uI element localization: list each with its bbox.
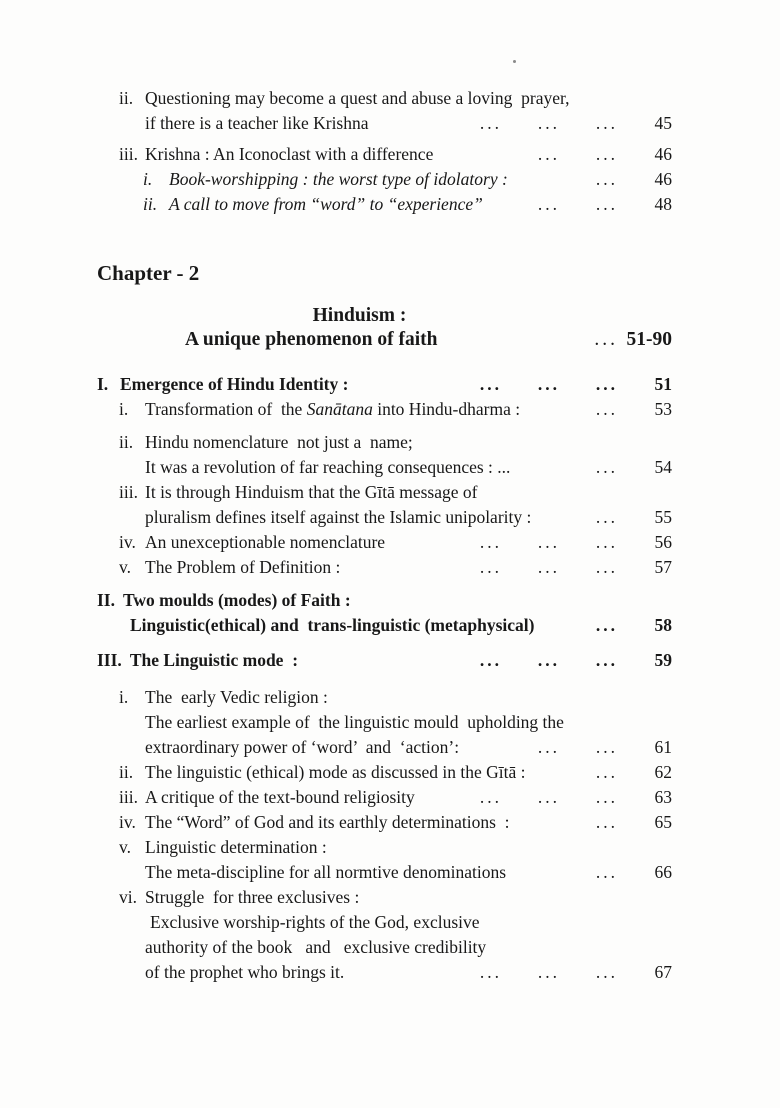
entry-text: A critique of the text-bound religiosity (145, 787, 415, 807)
entry-number: ii. (143, 194, 158, 214)
dot-leader (508, 167, 622, 192)
dot-leader-group: ... (537, 194, 560, 214)
entry-number: v. (119, 557, 131, 577)
entry-text: It is through Hinduism that the Gītā message of (145, 482, 478, 502)
dot-leader-group: ... (537, 650, 560, 670)
dot-leader (369, 111, 622, 136)
entry-number: i. (143, 169, 153, 189)
dot-leader-group: ... (479, 557, 502, 577)
entry-text: pluralism defines itself against the Islamic unipolarity : (145, 507, 532, 527)
entry-text: Linguistic determination : (145, 837, 327, 857)
toc-entry (97, 397, 672, 422)
dot-leader-group: ... (595, 399, 618, 419)
entry-text-italic: Sanātana (306, 399, 373, 419)
entry-text-part: into Hindu-dharma : (372, 399, 521, 419)
toc-entry (97, 480, 672, 505)
toc-entry (97, 685, 672, 710)
toc-section (97, 588, 672, 613)
dot-leader-group: ... (595, 787, 618, 807)
entry-number: II. (97, 590, 115, 610)
dot-leader (526, 760, 622, 785)
dot-leader-group: ... (595, 169, 618, 189)
entry-text: Two moulds (modes) of Faith : (123, 590, 351, 610)
entry-text: authority of the book and exclusive credibility (145, 937, 487, 957)
chapter-page-range: 51-90 (626, 329, 672, 350)
dot-leader-group: ... (595, 812, 618, 832)
toc-entry-continuation (97, 860, 672, 885)
entry-text: The meta-discipline for all normtive denominations (145, 862, 507, 882)
entry-number: ii. (119, 432, 134, 452)
dot-leader-group: ... (595, 650, 618, 670)
entry-text: The Linguistic mode : (129, 650, 299, 670)
entry-text: Emergence of Hindu Identity : (120, 374, 349, 394)
dot-leader-group: ... (595, 113, 618, 133)
entry-text: extraordinary power of ‘word’ and ‘action’: (145, 737, 460, 757)
dot-leader-group: ... (537, 962, 560, 982)
toc-entry-continuation (97, 613, 672, 638)
dot-leader-group: ... (479, 650, 502, 670)
entry-number: v. (119, 837, 131, 857)
dot-leader (437, 328, 622, 352)
dot-leader (415, 785, 622, 810)
dot-leader-group: ... (479, 113, 502, 133)
entry-text: Questioning may become a quest and abuse a loving prayer, (145, 88, 570, 108)
toc-subentry (97, 167, 672, 192)
entry-number: i. (119, 399, 129, 419)
dot-leader-group: ... (595, 557, 618, 577)
entry-text: The Problem of Definition : (145, 557, 341, 577)
dot-leader-group: ... (479, 787, 502, 807)
dot-leader-group: ... (537, 787, 560, 807)
dot-leader-group: ... (595, 457, 618, 477)
dot-leader-group: ... (595, 737, 618, 757)
dot-leader-group: ... (595, 507, 618, 527)
dot-leader (510, 810, 622, 835)
dot-leader (506, 860, 622, 885)
entry-text: Exclusive worship-rights of the God, exclusive (150, 912, 480, 932)
dot-leader (433, 142, 622, 167)
toc-entry-continuation (97, 455, 672, 480)
toc-entry (97, 142, 672, 167)
page-number: 54 (654, 457, 672, 477)
entry-number: iii. (119, 144, 138, 164)
entry-text: A call to move from “word” to “experience” (169, 194, 483, 214)
dot-leader-group: ... (595, 762, 618, 782)
dot-leader (348, 372, 622, 397)
dot-leader-group: ... (537, 737, 560, 757)
page-number: 66 (654, 862, 672, 882)
toc-entry (97, 760, 672, 785)
entry-text: Book-worshipping : the worst type of idolatory : (169, 169, 508, 189)
entry-text: Krishna : An Iconoclast with a difference (145, 144, 434, 164)
entry-text: Hindu nomenclature not just a name; (145, 432, 413, 452)
toc-entry (97, 530, 672, 555)
page-number: 65 (654, 812, 672, 832)
toc-entry (97, 555, 672, 580)
entry-text: if there is a teacher like Krishna (145, 113, 369, 133)
toc-entry-continuation (97, 710, 672, 735)
toc-entry (97, 835, 672, 860)
entry-text (145, 397, 520, 422)
dot-leader-group: ... (595, 374, 618, 394)
page-number: 62 (654, 762, 672, 782)
dot-leader-group: ... (595, 144, 618, 164)
entry-number: ii. (119, 88, 134, 108)
page-number: 56 (654, 532, 672, 552)
chapter-title: Chapter - 2 (97, 261, 200, 285)
entry-text: An unexceptionable nomenclature (145, 532, 386, 552)
entry-number: vi. (119, 887, 137, 907)
dot-leader-group: ... (537, 374, 560, 394)
chapter-subheading-row (97, 328, 672, 352)
toc-entry (97, 810, 672, 835)
dot-leader-group: ... (595, 194, 618, 214)
dot-leader (531, 505, 622, 530)
entry-text: It was a revolution of far reaching consequences : ... (145, 457, 511, 477)
entry-text: The earliest example of the linguistic mould upholding the (145, 712, 564, 732)
page-number: 51 (654, 374, 672, 394)
entry-number: iv. (119, 532, 136, 552)
toc-entry (97, 430, 672, 455)
entry-number: iii. (119, 787, 138, 807)
dot-leader-group: ... (595, 532, 618, 552)
dot-leader (510, 455, 622, 480)
toc-subentry (97, 192, 672, 217)
dot-leader-group: ... (537, 532, 560, 552)
toc-entry-continuation (97, 960, 672, 985)
dot-leader (385, 530, 622, 555)
entry-number: i. (119, 687, 129, 707)
dot-leader (534, 613, 622, 638)
dot-leader-group: ... (537, 144, 560, 164)
dot-leader (298, 648, 622, 673)
dot-leader-group: ... (595, 962, 618, 982)
dot-leader-group: ... (595, 615, 618, 635)
scan-speck (513, 60, 516, 63)
dot-leader (340, 555, 622, 580)
dot-leader (459, 735, 622, 760)
page-number: 55 (654, 507, 672, 527)
page-number: 61 (654, 737, 672, 757)
dot-leader (483, 192, 622, 217)
page-number: 46 (654, 169, 672, 189)
entry-text: of the prophet who brings it. (145, 962, 345, 982)
toc-entry (97, 86, 672, 111)
toc-entry-continuation (97, 505, 672, 530)
entry-number: ii. (119, 762, 134, 782)
page-number: 48 (654, 194, 672, 214)
chapter-heading: Hinduism : (312, 305, 407, 326)
toc-entry-continuation (97, 735, 672, 760)
table-of-contents (97, 86, 672, 985)
page-number: 58 (654, 615, 672, 635)
page-number: 53 (654, 399, 672, 419)
entry-text: The early Vedic religion : (145, 687, 328, 707)
entry-number: iii. (119, 482, 138, 502)
toc-entry-continuation (97, 111, 672, 136)
toc-section (97, 372, 672, 397)
toc-entry-continuation (97, 910, 672, 935)
dot-leader-group: ... (537, 113, 560, 133)
entry-number: I. (97, 374, 109, 394)
chapter-subheading: A unique phenomenon of faith (185, 329, 438, 350)
entry-text: The “Word” of God and its earthly determinations : (145, 812, 510, 832)
toc-entry (97, 885, 672, 910)
dot-leader (520, 397, 622, 422)
page-number: 67 (654, 962, 672, 982)
page-number: 63 (654, 787, 672, 807)
page-number: 46 (654, 144, 672, 164)
dot-leader (344, 960, 622, 985)
entry-text: Struggle for three exclusives : (145, 887, 360, 907)
toc-entry-continuation (97, 935, 672, 960)
entry-number: III. (97, 650, 122, 670)
dot-leader-group: ... (595, 862, 618, 882)
toc-entry (97, 785, 672, 810)
entry-number: iv. (119, 812, 136, 832)
page-number: 45 (654, 113, 672, 133)
entry-text-part: Transformation of the (145, 399, 307, 419)
dot-leader-group: ... (594, 329, 618, 350)
entry-text: The linguistic (ethical) mode as discussed in the Gītā : (145, 762, 526, 782)
dot-leader-group: ... (479, 532, 502, 552)
page-number: 57 (654, 557, 672, 577)
dot-leader-group: ... (537, 557, 560, 577)
page-number: 59 (654, 650, 672, 670)
dot-leader-group: ... (479, 962, 502, 982)
dot-leader-group: ... (479, 374, 502, 394)
toc-section (97, 648, 672, 673)
entry-text: Linguistic(ethical) and trans-linguistic (metaphysical) (130, 615, 535, 635)
